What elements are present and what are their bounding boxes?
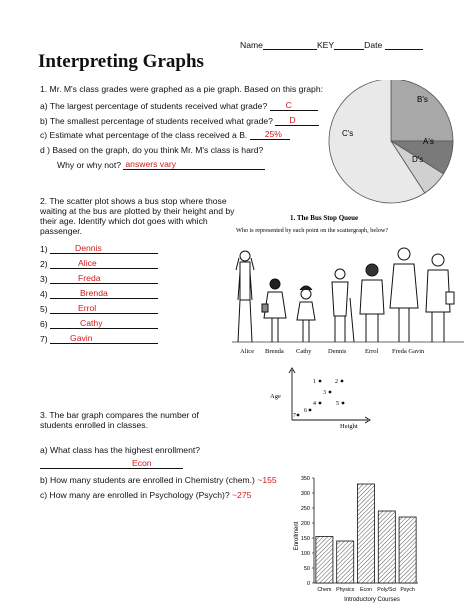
bar-category-label: Psych xyxy=(400,587,415,593)
q1-a-answer-blank[interactable] xyxy=(270,101,318,111)
q1-b: b) The smallest percentage of students received what grade? D xyxy=(40,116,319,126)
bar-ytick-label: 100 xyxy=(300,551,310,557)
bar-category-label: Poly/Sci xyxy=(377,587,397,593)
key-text: KEY xyxy=(316,40,335,50)
q1-a-answer: C xyxy=(285,100,292,110)
q1-intro: 1. Mr. M's class grades were graphed as a pie graph. Based on this graph: xyxy=(40,84,324,94)
q3-a-answer: Econ xyxy=(132,458,152,468)
bar-chem xyxy=(316,537,333,584)
q3-a: a) What class has the highest enrollment? xyxy=(40,445,201,455)
pie-slice-b xyxy=(391,80,453,141)
date-blank[interactable] xyxy=(385,40,423,50)
q1-b-answer-blank[interactable] xyxy=(275,116,319,126)
label-freda-gavin: Freda Gavin xyxy=(392,348,425,355)
bar-category-label: Physics xyxy=(336,587,355,593)
q3-b: b) How many students are enrolled in Chemistry (chem.) ~155 xyxy=(40,475,277,485)
q2-answer-3: 3) Freda xyxy=(40,274,158,284)
q1-c: c) Estimate what percentage of the class received a B. 25% xyxy=(40,130,290,140)
scatter-label-2: 2 xyxy=(335,379,338,385)
bar-ytick-label: 250 xyxy=(300,506,310,512)
person-cathy xyxy=(297,286,315,342)
q3-a-answer-blank[interactable] xyxy=(40,459,183,469)
scatter-plot xyxy=(268,362,378,432)
q2-answer-blank-6[interactable]: Cathy xyxy=(50,319,158,329)
person-errol xyxy=(360,264,384,342)
person-dennis xyxy=(332,269,354,342)
q3-b-answer: ~155 xyxy=(257,475,277,485)
q2-answer-2: 2) Alice xyxy=(40,259,158,269)
scatter-xlabel: Height xyxy=(340,423,358,430)
person-brenda xyxy=(262,279,286,342)
q1-a: a) The largest percentage of students received what grade? C xyxy=(40,101,318,111)
bar-polysci xyxy=(378,511,395,583)
enrollment-bar-chart xyxy=(288,470,448,605)
q2-intro-1: 2. The scatter plot shows a bus stop where those xyxy=(40,196,227,206)
scatter-ylabel: Age xyxy=(270,393,281,400)
label-alice: Alice xyxy=(240,348,255,355)
q2-answer-5: 5) Errol xyxy=(40,304,158,314)
bar-ytick-label: 350 xyxy=(300,476,310,482)
label-cathy: Cathy xyxy=(296,348,312,355)
scatter-label-7: 7 xyxy=(293,413,296,419)
q2-answer-6: 6) Cathy xyxy=(40,319,158,329)
label-brenda: Brenda xyxy=(265,348,284,355)
bus-stop-heading: 1. The Bus Stop Queue xyxy=(290,214,359,222)
bar-ytick-label: 300 xyxy=(300,491,310,497)
q2-intro-3: their age. Identify which dot goes with which xyxy=(40,216,208,226)
q2-answer-7: 7) Gavin xyxy=(40,334,158,344)
q1-c-answer-blank[interactable] xyxy=(250,130,290,140)
q2-answer-blank-5[interactable]: Errol xyxy=(50,304,158,314)
name-blank[interactable] xyxy=(263,40,317,50)
scatter-label-6: 6 xyxy=(304,408,307,414)
q2-answer-blank-2[interactable]: Alice xyxy=(50,259,158,269)
bar-physics xyxy=(337,541,354,583)
date-label: Date xyxy=(364,40,383,50)
label-dennis: Dennis xyxy=(328,348,347,355)
label-errol: Errol xyxy=(365,348,379,355)
bar-category-label: Econ xyxy=(359,587,373,593)
bar-psych xyxy=(399,517,416,583)
person-alice xyxy=(236,251,254,342)
q3-intro-2: students enrolled in classes. xyxy=(40,420,148,430)
q2-answer-blank-1[interactable]: Dennis xyxy=(50,244,158,254)
q3-c-answer: ~275 xyxy=(232,490,252,500)
q1-d: d ) Based on the graph, do you think Mr. M's class is hard? xyxy=(40,145,264,155)
name-date-line xyxy=(240,40,423,50)
bus-stop-question: Who is represented by each point on the scattergraph, below? xyxy=(236,227,389,234)
pie-label-d: D's xyxy=(412,155,424,164)
bar-ytick-label: 50 xyxy=(303,566,310,572)
person-freda xyxy=(390,248,418,342)
q2-answer-1: 1) Dennis xyxy=(40,244,158,254)
bar-category-label: Chem xyxy=(317,587,332,593)
bar-ytick-label: 150 xyxy=(300,536,310,542)
q2-answer-4: 4) Brenda xyxy=(40,289,158,299)
q2-answer-blank-7[interactable]: Gavin xyxy=(50,334,158,344)
pie-label-b: B's xyxy=(417,95,428,104)
q1-d-why: Why or why not? answers vary xyxy=(57,160,265,170)
q2-intro-2: waiting at the bus are plotted by their height and by xyxy=(40,206,235,216)
q1-c-answer: 25% xyxy=(264,129,282,139)
page-title: Interpreting Graphs xyxy=(38,51,204,72)
bar-econ xyxy=(357,484,374,583)
scatter-label-1: 1 xyxy=(313,379,316,385)
person-gavin xyxy=(426,254,454,342)
scatter-label-5: 5 xyxy=(336,401,339,407)
bus-stop-illustration xyxy=(228,208,474,358)
pie-label-a: A's xyxy=(423,137,434,146)
name-label: Name xyxy=(240,40,263,50)
q3-c: c) How many are enrolled in Psychology (Psych)? ~275 xyxy=(40,490,252,500)
q2-answer-blank-3[interactable]: Freda xyxy=(50,274,158,284)
scatter-label-4: 4 xyxy=(313,401,316,407)
bar-ytick-label: 200 xyxy=(300,521,310,527)
q3-a-answer-line xyxy=(40,459,183,469)
scatter-label-3: 3 xyxy=(323,390,326,396)
q1-b-answer: D xyxy=(289,115,296,125)
q2-answer-blank-4[interactable]: Brenda xyxy=(50,289,158,299)
bar-ylabel: Enrollment xyxy=(294,521,300,551)
q3-intro-1: 3. The bar graph compares the number of xyxy=(40,410,199,420)
q1-d-answer-blank[interactable] xyxy=(123,160,265,170)
bar-xlabel: Introductory Courses xyxy=(344,597,400,603)
q1-d-answer: answers vary xyxy=(125,159,177,169)
pie-label-c: C's xyxy=(342,129,354,138)
bar-ytick-label: 0 xyxy=(306,581,310,587)
grades-pie-chart xyxy=(320,80,474,204)
q2-intro-4: passenger. xyxy=(40,226,83,236)
